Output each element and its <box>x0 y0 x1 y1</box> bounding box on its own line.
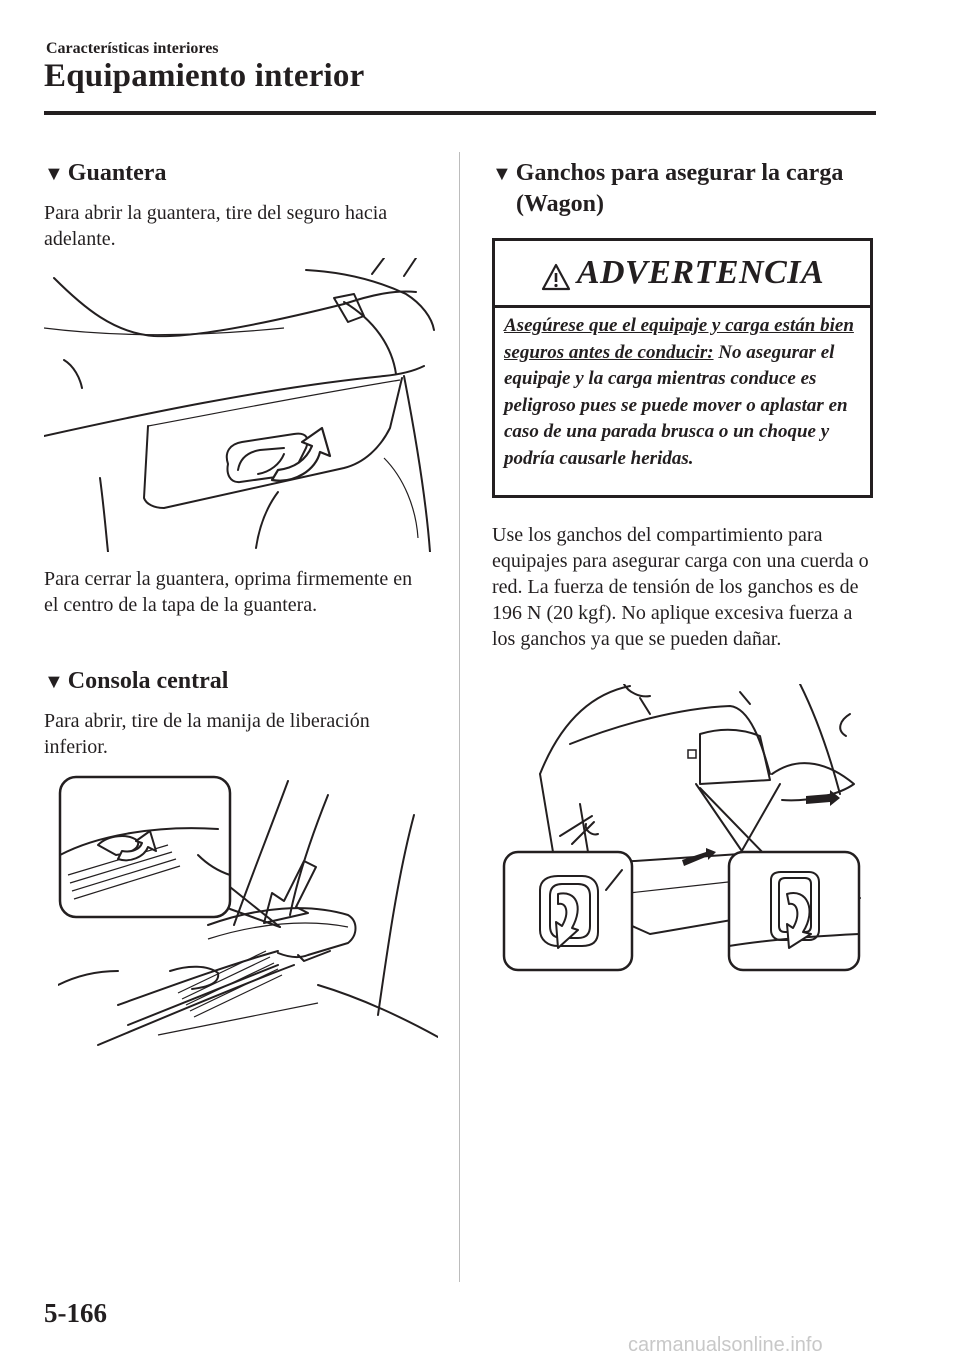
hook-detail-right <box>727 850 861 974</box>
hook-detail-left <box>502 850 634 974</box>
chapter-title: Características interiores <box>46 40 219 57</box>
warning-box <box>492 238 873 498</box>
console-text: Para abrir, tire de la manija de liberación inferior. <box>44 710 370 758</box>
callout-leader <box>58 775 438 1060</box>
column-divider <box>459 152 460 1282</box>
watermark: carmanualsonline.info <box>628 1334 823 1356</box>
glovebox-close-text: Para cerrar la guantera, oprima firmemente en el centro de la tapa de la guantera. <box>44 568 413 616</box>
hooks-text: Use los ganchos del compartimiento para equipajes para asegurar carga con una cuerda o red. La fuerza de tensión de los ganchos es de 196 N (20 kgf). No aplique excesiva fuerza a los ganchos ya que se pueden dañar. <box>492 524 869 650</box>
warning-text: Asegúrese que el equipaje y carga están bien seguros antes de conducir: No asegurar el equipaje y la carga mientras conduce es peligroso pues se puede mover o aplastar en caso de una parada brusca o un choque y podría causarle heridas. <box>504 315 854 469</box>
glovebox-illustration <box>44 258 436 552</box>
hooks-heading: ▼ Ganchos para asegurar la carga (Wagon) <box>492 160 844 217</box>
glovebox-heading: ▼ Guantera <box>44 160 167 186</box>
warning-triangle-icon <box>541 263 571 291</box>
warning-header: ADVERTENCIA <box>495 241 870 308</box>
glovebox-open-text: Para abrir la guantera, tire del seguro hacia adelante. <box>44 202 388 250</box>
console-heading: ▼ Consola central <box>44 668 229 694</box>
page-number: 5-166 <box>44 1298 107 1328</box>
heading-marker: ▼ <box>44 163 64 185</box>
heading-marker: ▼ <box>44 671 64 693</box>
header-rule <box>44 111 876 115</box>
heading-marker: ▼ <box>492 163 512 185</box>
section-title: Equipamiento interior <box>44 58 365 94</box>
